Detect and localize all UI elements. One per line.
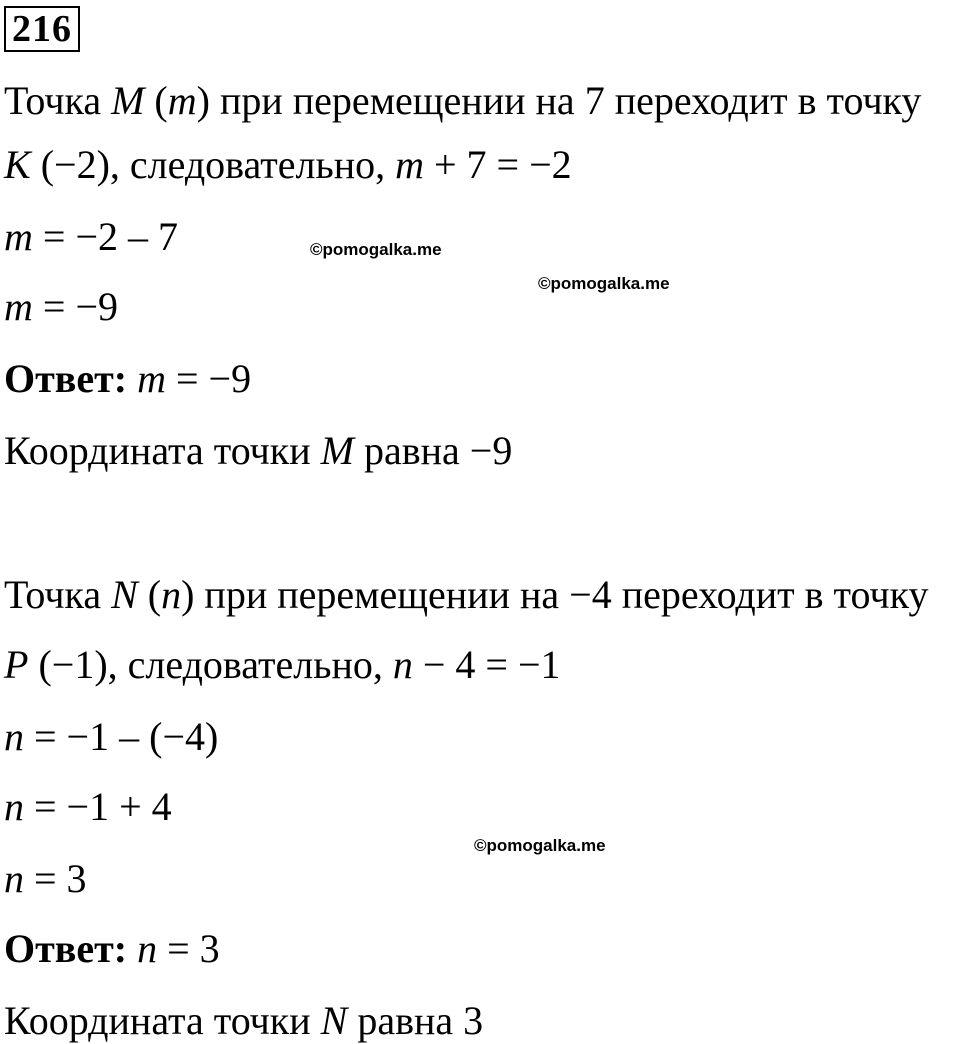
p1-l1-var-2: m xyxy=(167,78,197,123)
p1-answer-value: = −9 xyxy=(165,356,252,401)
p1-l2-var-1: K xyxy=(4,142,31,187)
p2-l1-text-3: ) при перемещении на −4 переходит в точку xyxy=(181,572,929,617)
p1-statement-line-2 xyxy=(4,142,572,188)
p1-l2-text-1: (−2), следовательно, xyxy=(30,142,396,187)
p2-statement-line-2 xyxy=(4,642,561,688)
p2-conclusion-text-1: Координата точки xyxy=(4,998,321,1043)
p1-l3-text-1: = −2 – 7 xyxy=(32,214,179,259)
p2-equation-1 xyxy=(4,714,218,760)
p1-l4-var-1: m xyxy=(4,284,33,329)
watermark: ©pomogalka.me xyxy=(474,836,606,855)
p1-statement-line-1 xyxy=(4,78,921,124)
p2-answer xyxy=(4,926,220,972)
task-number: 216 xyxy=(4,6,80,52)
p1-l1-var-1: M xyxy=(111,78,145,123)
watermark: ©pomogalka.me xyxy=(310,240,442,259)
p1-conclusion-text-1: Координата точки xyxy=(4,428,321,473)
p2-l2-text-2: − 4 = −1 xyxy=(412,642,561,687)
p2-l4-text-1: = −1 + 4 xyxy=(24,784,172,829)
p2-equation-3 xyxy=(4,856,87,902)
p1-l2-var-2: m xyxy=(395,142,424,187)
p2-answer-label: Ответ: xyxy=(4,926,128,971)
p1-l1-text-3: ) при перемещении на 7 переходит в точку xyxy=(196,78,922,123)
p1-equation-1 xyxy=(4,214,178,260)
p2-statement-line-1 xyxy=(4,572,928,618)
p1-conclusion-text-2: равна −9 xyxy=(353,428,513,473)
p1-l2-text-2: + 7 = −2 xyxy=(424,142,572,187)
p1-conclusion xyxy=(4,428,512,474)
p1-answer-var: m xyxy=(137,356,166,401)
p2-l1-text-1: Точка xyxy=(4,572,112,617)
p1-l1-text-1: Точка xyxy=(4,78,112,123)
p1-l3-var-1: m xyxy=(4,214,33,259)
p2-l1-var-2: n xyxy=(161,572,182,617)
p2-equation-2 xyxy=(4,784,172,830)
p1-conclusion-var: M xyxy=(320,428,354,473)
p1-answer-label: Ответ: xyxy=(4,356,128,401)
p2-l4-var-1: n xyxy=(4,784,24,829)
p2-conclusion-var: N xyxy=(320,998,348,1043)
p2-l2-var-2: n xyxy=(392,642,413,687)
p2-conclusion-text-2: равна 3 xyxy=(347,998,484,1043)
watermark: ©pomogalka.me xyxy=(538,274,670,293)
p1-l4-text-1: = −9 xyxy=(32,284,119,329)
p2-l1-var-1: N xyxy=(111,572,138,617)
p2-l5-var-1: n xyxy=(4,856,24,901)
p1-equation-2 xyxy=(4,284,118,330)
p1-answer xyxy=(4,356,251,402)
p2-l5-text-1: = 3 xyxy=(24,856,87,901)
p2-l2-text-1: (−1), следовательно, xyxy=(28,642,393,687)
p2-answer-var: n xyxy=(137,926,158,971)
p2-l1-text-2: ( xyxy=(137,572,162,617)
p2-conclusion xyxy=(4,998,483,1044)
p2-l2-var-1: P xyxy=(4,642,29,687)
p2-answer-value: = 3 xyxy=(157,926,220,971)
p2-l3-var-1: n xyxy=(4,714,24,759)
p1-l1-text-2: ( xyxy=(144,78,168,123)
p2-l3-text-1: = −1 – (−4) xyxy=(24,714,219,759)
